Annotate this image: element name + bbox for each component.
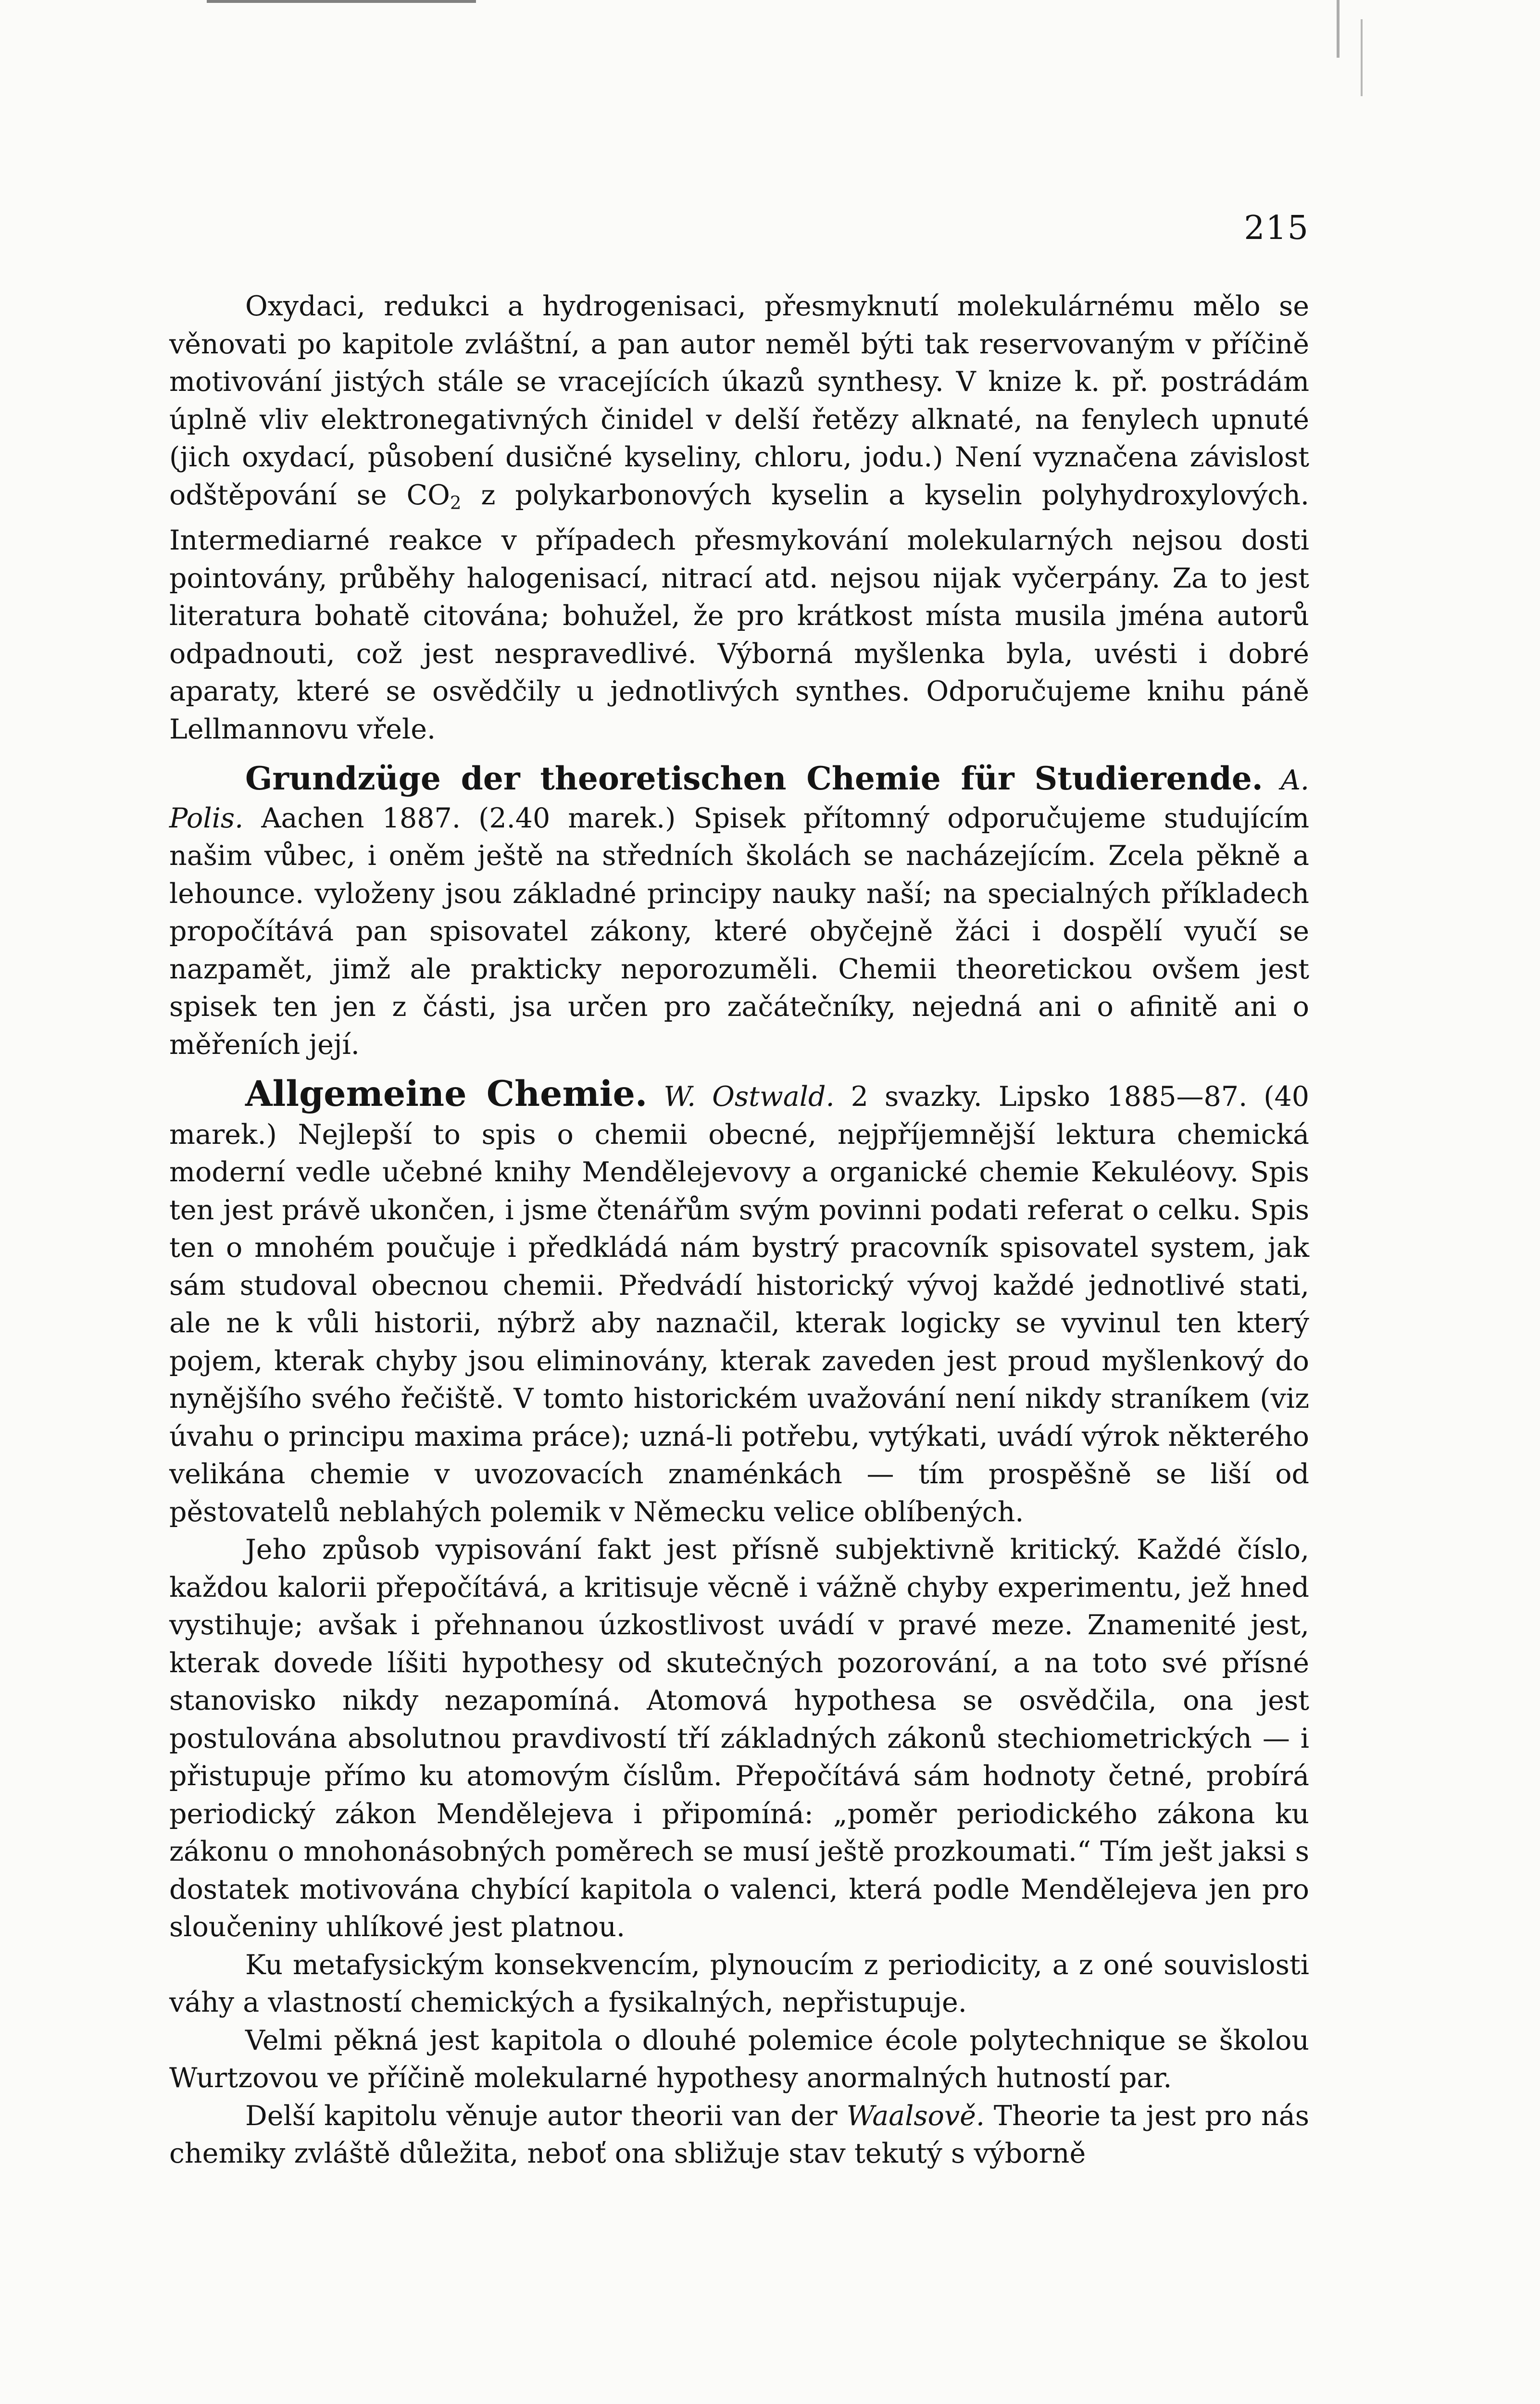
paragraph-text: Delší kapitolu věnuje autor theorii van der <box>245 2100 847 2132</box>
review-details: 2 svazky. Lipsko 1885—87. (40 marek.) <box>169 1081 1309 1151</box>
body-paragraph: Ku metafysickým konsekvencím, plynoucím z periodicity, a z oné souvislosti váhy a vlastností chemických a fysikalných, nepřistupuje. <box>169 1949 1309 2019</box>
opening-paragraph <box>169 288 1309 748</box>
review-title: Grundzüge der theoretischen Chemie für Studierende. <box>245 760 1263 798</box>
review-author: A. Polis. <box>169 764 1309 834</box>
review-body: Nejlepší to spis o chemii obecné, nejpříjemnější lektura chemická moderní vedle učebné knihy Mendělejevovy a organické chemie Kekuléovy. Spis ten jest právě ukončen, i jsme čtenářům svým povinni podati referat o celku. Spis ten o mnohém poučuje i předkládá nám bystrý pracovník spisovatel system, jak sám studoval obecnou chemii. Předvádí historický vývoj každé jednotlivé stati, ale ne k vůli historii, nýbrž aby naznačil, kterak logicky se vyvinul ten který pojem, kterak chyby jsou eliminovány, kterak zaveden jest proud myšlenkový do nynějšího svého řečiště. V tomto historickém uvažování není nikdy straníkem (viz úvahu o principu maxima práce); uzná-li potřebu, vytýkati, uvádí výrok některého velikána chemie v uvozovacích znaménkách — tím prospěšně se liší od pěstovatelů neblahých polemik v Německu velice oblíbených. <box>169 1118 1309 1528</box>
page-number: 215 <box>1244 209 1309 247</box>
body-paragraph: Jeho způsob vypisování fakt jest přísně subjektivně kritický. Každé číslo, každou kalorii přepočítává, a kritisuje věcně i vážně chyby experimentu, jež hned vystihuje; avšak i přehnanou úzkostlivost uvádí v pravé meze. Znamenité jest, kterak dovede líšiti hypothesy od skutečných pozorování, a na toto své přísné stanovisko nikdy nezapomíná. Atomová hypothesa se osvědčila, ona jest postulována absolutnou pravdivostí tří základných zákonů stechiometrických — i přistupuje přímo ku atomovým číslům. Přepočítává sám hodnoty četné, probírá periodický zákon Mendělejeva i připomíná: „poměr periodického zákona ku zákonu o mnohonásobných poměrech se musí ještě prozkoumati.“ Tím ješt jaksi s dostatek motivována chybící kapitola o valenci, která podle Mendělejeva jen pro sloučeniny uhlíkové jest platnou. <box>169 1534 1309 1943</box>
scan-edge-mark <box>1361 19 1363 96</box>
review-grundzuge <box>169 760 1309 1064</box>
review-body: Spisek přítomný odporučujeme studujícím našim vůbec, i oněm ještě na středních školách se nacházejícím. Zcela pěkně a lehounce. vyloženy jsou základné principy nauky naší; na specialných příkladech propočítává pan spisovatel zákony, které obyčejně žáci i dospělí vyučí se nazpamět, jimž ale prakticky neporozuměli. Chemii theoretickou ovšem jest spisek ten jen z části, jsa určen pro začátečníky, nejedná ani o afinitě ani o měřeních její. <box>169 802 1309 1061</box>
review-title: Allgemeine Chemie. <box>245 1073 648 1115</box>
paragraph-text: Theorie ta jest pro nás chemiky zvláště důležita, neboť ona sbližuje stav tekutý s výborně <box>169 2100 1309 2170</box>
review-allgemeine-chemie <box>169 1075 1309 1531</box>
subscript: 2 <box>450 492 462 513</box>
scan-edge-mark <box>207 0 476 3</box>
review-author: W. Ostwald. <box>664 1081 835 1113</box>
body-paragraph: Velmi pěkná jest kapitola o dlouhé polemice école polytechnique se školou Wurtzovou ve příčině molekularné hypothesy anormalných hutností par. <box>169 2024 1309 2094</box>
emphasized-name: Waalsově. <box>846 2100 985 2132</box>
paragraph-text: Oxydaci, redukci a hydrogenisaci, přesmyknutí molekulárnému mělo se věnovati po kapitole zvláštní, a pan autor neměl býti tak reservovaným v příčině motivování jistých stále se vracejících úkazů synthesy. V knize k. př. postrádám úplně vliv elektronegativných činidel v delší řetězy alknaté, na fenylech upnuté (jich oxydací, působení dusičné kyseliny, chloru, jodu.) Není vyznačena závislost odštěpování se CO <box>169 290 1309 511</box>
paragraph-text: z polykarbonových kyselin a kyselin polyhydroxylových. Intermediarné reakce v případech přesmykování molekularných nejsou dosti pointovány, průběhy halogenisací, nitrací atd. nejsou nijak vyčerpány. Za to jest literatura bohatě citována; bohužel, že pro krátkost místa musila jména autorů odpadnouti, což jest nespravedlivé. Výborná myšlenka byla, uvésti i dobré aparaty, které se osvědčily u jednotlivých synthes. Odporučujeme knihu páně Lellmannovu vřele. <box>169 479 1309 745</box>
scan-edge-mark <box>1337 0 1340 58</box>
review-details: Aachen 1887. (2.40 marek.) <box>243 802 694 834</box>
page-text <box>169 288 1309 2173</box>
final-paragraph <box>169 2097 1309 2173</box>
